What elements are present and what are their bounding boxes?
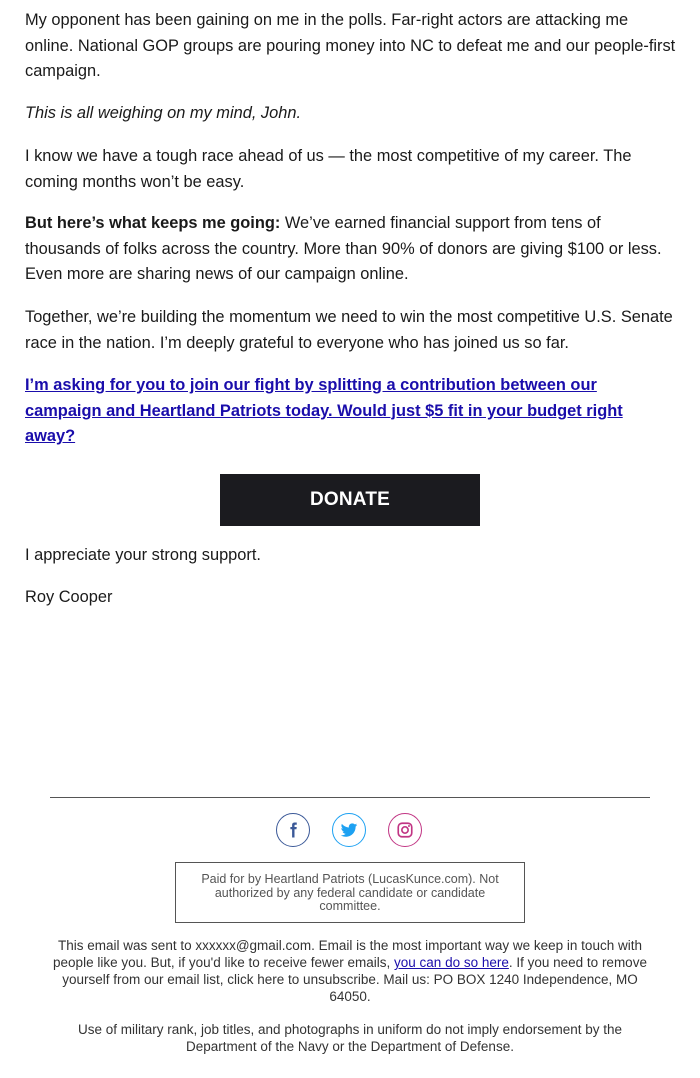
paid-for-disclaimer: Paid for by Heartland Patriots (LucasKunce.com). Not authorized by any federal candidate or candidate committee. [175, 862, 525, 923]
sent-to-suffix: . If you need to remove yourself from our email list, click here to unsubscribe. Mail us: PO BOX 1240 Independence, MO 64050. [62, 955, 647, 1004]
recipient-email: xxxxxx@gmail.com [195, 938, 312, 953]
instagram-icon[interactable] [388, 813, 422, 847]
paragraph-tough-race: I know we have a tough race ahead of us — the most competitive of my career. The coming months won’t be easy. [25, 147, 632, 191]
fewer-emails-link[interactable]: you can do so here [394, 955, 509, 970]
keeps-going-bold: But here’s what keeps me going: [25, 214, 281, 232]
military-disclaimer: Use of military rank, job titles, and photographs in uniform do not imply endorsement by the Department of the Navy or the Department of Defense. [77, 1022, 623, 1054]
social-links [276, 813, 426, 849]
sent-to-prefix: This email was sent to [58, 938, 196, 953]
twitter-icon[interactable] [332, 813, 366, 847]
footer-email-notice [50, 937, 650, 1005]
paragraph-weighing: This is all weighing on my mind, John. [25, 104, 302, 122]
footer-divider [50, 797, 650, 798]
paragraph-polls: My opponent has been gaining on me in the polls. Far-right actors are attacking me online. National GOP groups are pouring money into NC to defeat me and our people-first campaign. [25, 11, 676, 81]
keeps-going-rest: We’ve earned financial support from tens of thousands of folks across the country. More than 90% of donors are giving $100 or less. Even more are sharing news of our campaign online. [25, 214, 662, 284]
signature: Roy Cooper [25, 588, 113, 606]
contribution-link[interactable]: I’m asking for you to join our fight by splitting a contribution between our campaign and Heartland Patriots today. Would just $5 fit in your budget right away? [25, 376, 623, 446]
facebook-icon[interactable] [276, 813, 310, 847]
sent-to-middle: . Email is the most important way we keep in touch with people like you. But, if you'd like to receive fewer emails, [53, 938, 642, 970]
paragraph-appreciate: I appreciate your strong support. [25, 546, 261, 564]
donate-button[interactable]: DONATE [220, 474, 480, 526]
paragraph-momentum: Together, we’re building the momentum we need to win the most competitive U.S. Senate race in the nation. I’m deeply grateful to everyone who has joined us so far. [25, 308, 673, 352]
paragraph-ask [25, 373, 677, 450]
paragraph-keeps-going [25, 211, 677, 288]
